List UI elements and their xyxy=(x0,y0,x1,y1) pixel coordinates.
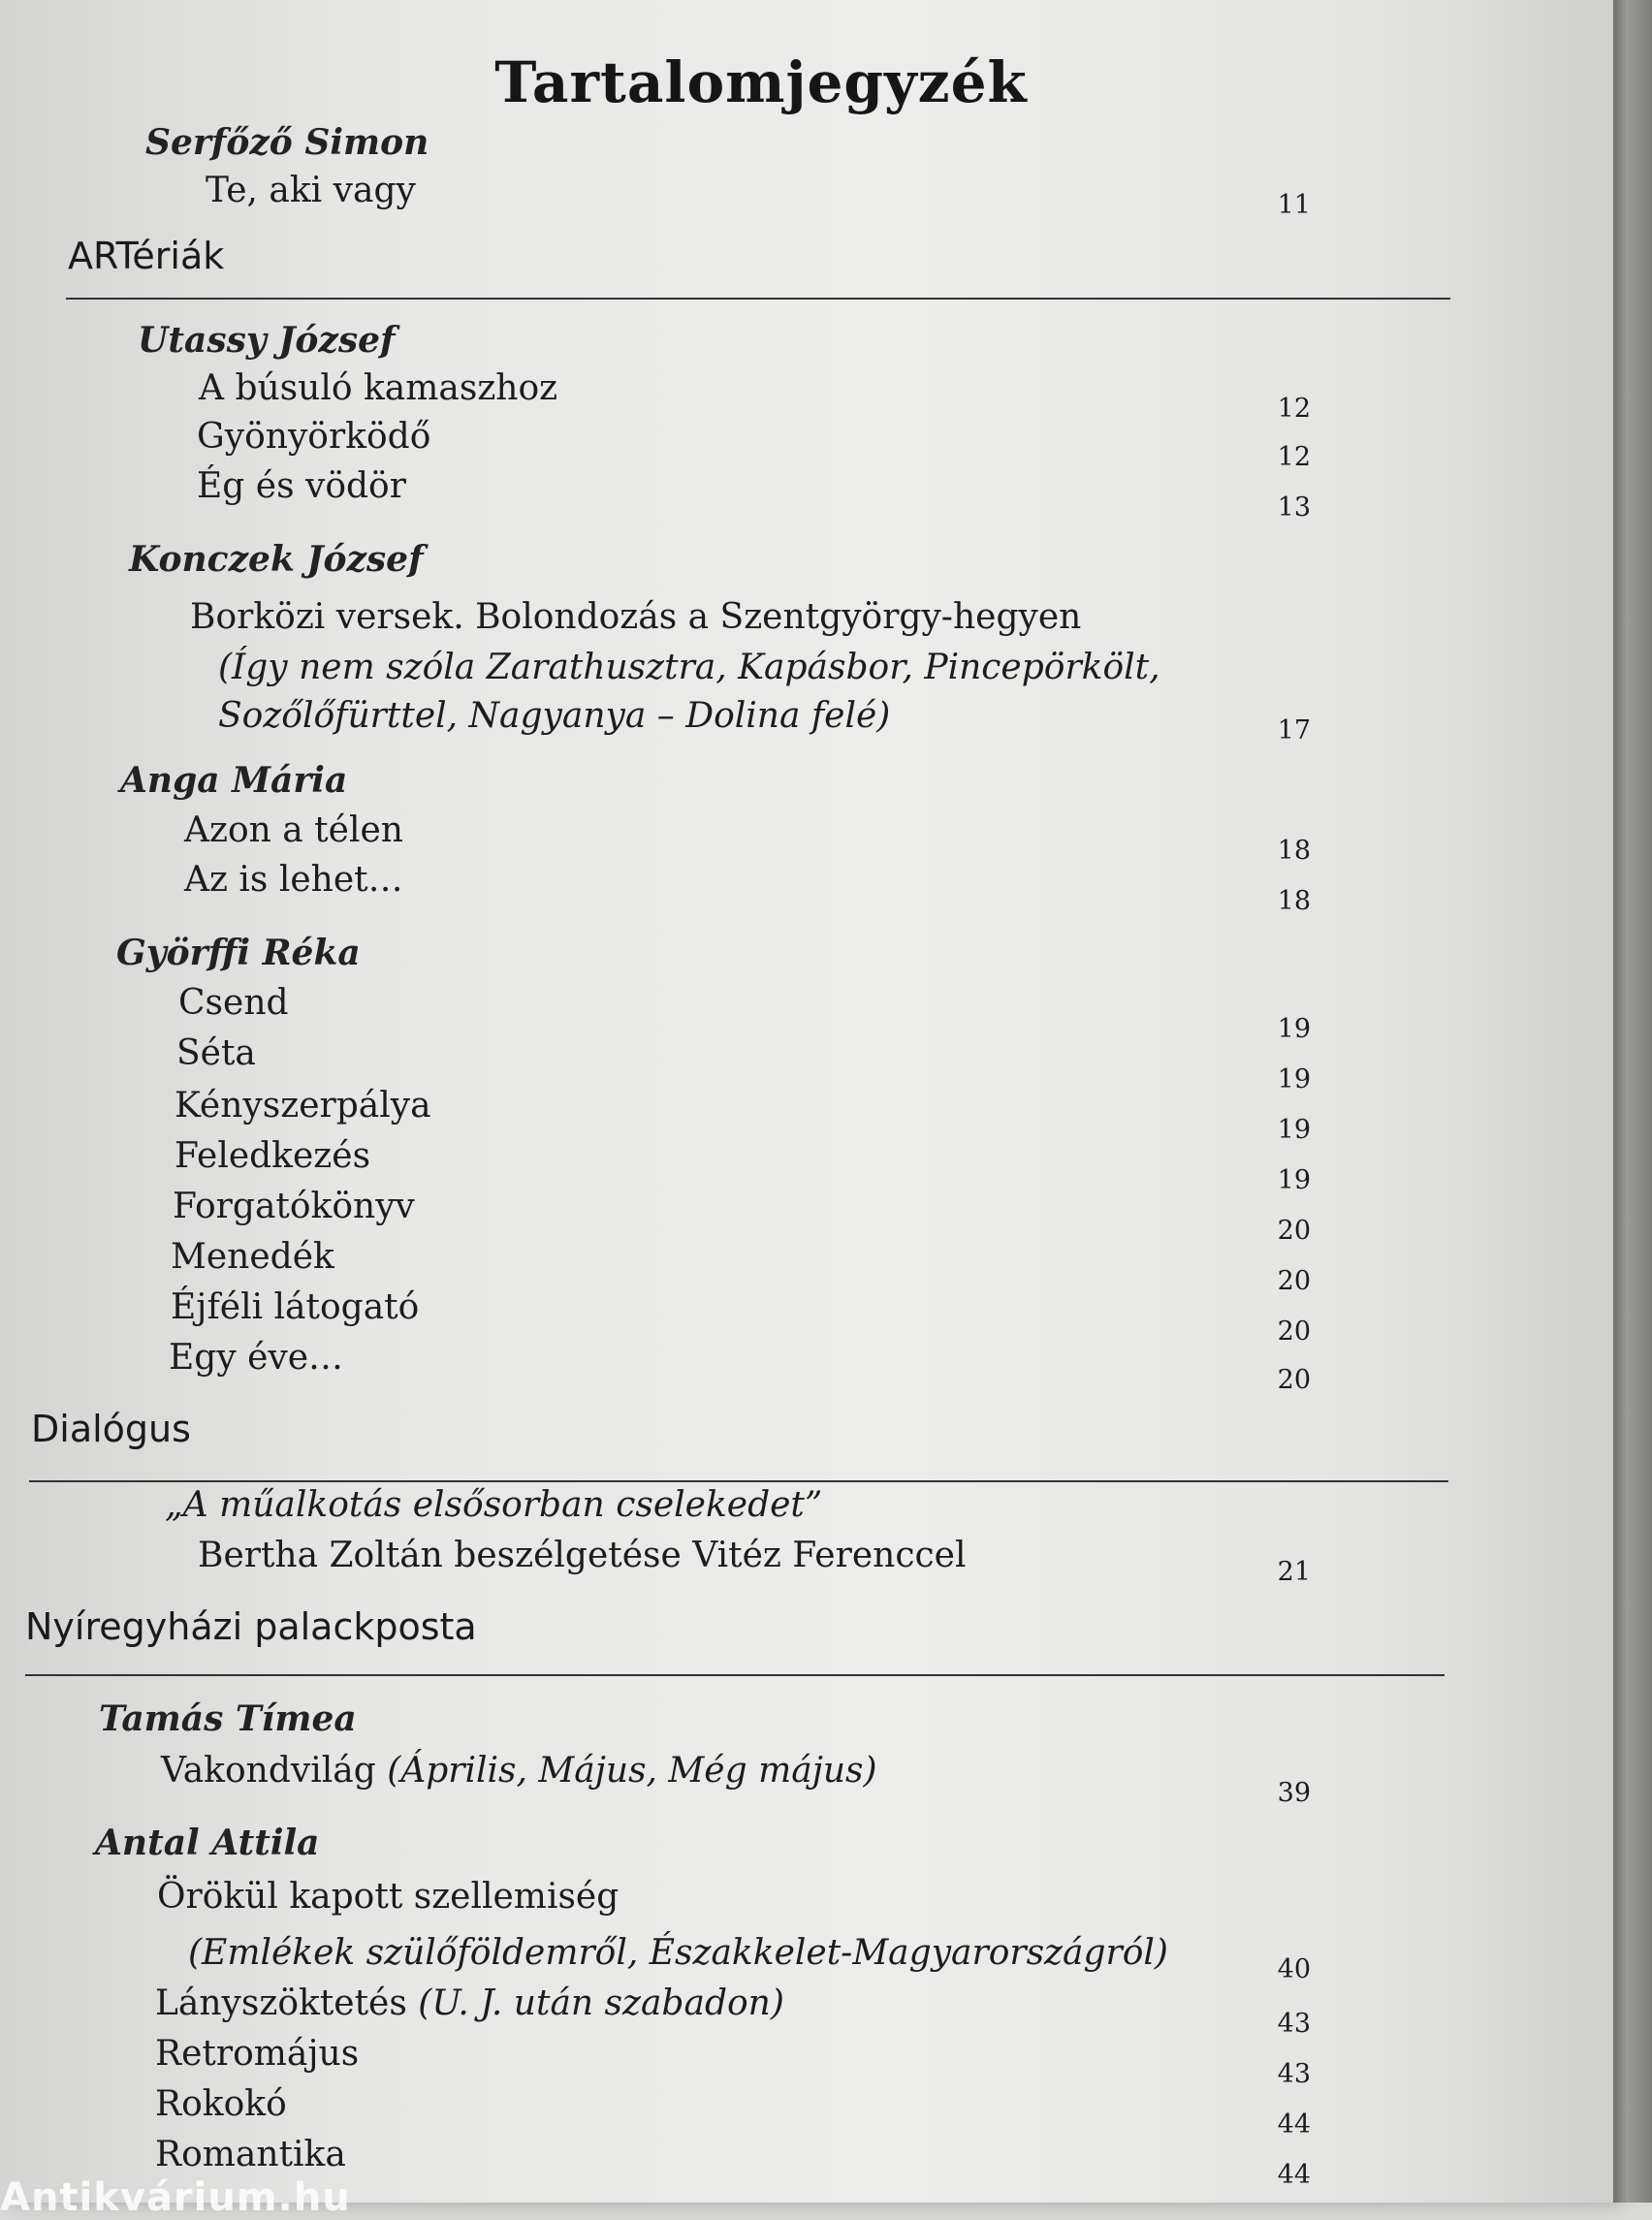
work-title-text: Vakondvilág xyxy=(161,1751,376,1791)
interview-quote: „A műalkotás elsősorban cselekedet” xyxy=(165,1485,823,1525)
page-number: 40 xyxy=(1277,1954,1311,1984)
work-title xyxy=(161,1751,877,1791)
work-title-text: Lányszöktetés xyxy=(155,1983,407,2023)
page-number: 20 xyxy=(1277,1365,1311,1395)
work-subtitle: (Emlékek szülőföldemről, Északkelet-Magyarországról) xyxy=(188,1933,1168,1973)
page-number: 19 xyxy=(1277,1064,1311,1094)
work-subtitle: Sozőlőfürttel, Nagyanya – Dolina felé) xyxy=(218,696,891,736)
page-number: 20 xyxy=(1277,1266,1311,1296)
work-title: Te, aki vagy xyxy=(206,171,416,210)
page-number: 19 xyxy=(1277,1165,1311,1195)
work-title: Egy éve… xyxy=(169,1338,344,1378)
page-number: 39 xyxy=(1277,1778,1311,1808)
page-number: 19 xyxy=(1277,1014,1311,1044)
work-subtitle: (Így nem szóla Zarathusztra, Kapásbor, Pincepörkölt, xyxy=(218,648,1160,687)
page-edge-shadow xyxy=(1613,0,1652,2203)
author-name: Antal Attila xyxy=(95,1823,320,1863)
page-number: 20 xyxy=(1277,1216,1311,1246)
work-title: Gyönyörködő xyxy=(197,417,431,457)
page-number: 12 xyxy=(1277,394,1311,424)
work-subtitle: (U. J. után szabadon) xyxy=(418,1983,784,2023)
work-title xyxy=(155,1983,784,2023)
work-title: Forgatókönyv xyxy=(173,1187,415,1226)
page-number: 20 xyxy=(1277,1316,1311,1347)
author-name: Serfőző Simon xyxy=(145,122,429,163)
work-subtitle: (Április, Május, Még május) xyxy=(387,1751,877,1791)
section-heading-dialogus: Dialógus xyxy=(31,1408,191,1450)
work-title: Menedék xyxy=(171,1237,334,1277)
section-heading-nyiregyhazi-palackposta: Nyíregyházi palackposta xyxy=(25,1605,477,1648)
work-title: Az is lehet… xyxy=(184,860,403,900)
work-title: Azon a télen xyxy=(184,810,403,850)
work-title: Romantika xyxy=(155,2135,346,2174)
page-title: Tartalomjegyzék xyxy=(494,48,1028,115)
section-heading-arteriak: ARTériák xyxy=(68,235,225,277)
page-number: 44 xyxy=(1277,2109,1311,2140)
page-number: 11 xyxy=(1277,190,1311,220)
author-name: Utassy József xyxy=(138,320,396,361)
section-rule xyxy=(25,1674,1445,1676)
page-number: 44 xyxy=(1277,2160,1311,2190)
work-title: Éjféli látogató xyxy=(171,1287,420,1327)
author-name: Konczek József xyxy=(129,539,424,580)
work-title: Rokokó xyxy=(155,2084,287,2124)
page-number: 18 xyxy=(1277,836,1311,866)
work-title: Kényszerpálya xyxy=(175,1086,431,1126)
page-number: 19 xyxy=(1277,1115,1311,1145)
watermark: Antikvárium.hu xyxy=(0,2175,351,2220)
work-title: Ég és vödör xyxy=(197,466,406,506)
work-title: Bertha Zoltán beszélgetése Vitéz Ferenccel xyxy=(198,1536,967,1575)
work-title: Csend xyxy=(178,983,289,1023)
work-title: Borközi versek. Bolondozás a Szentgyörgy-hegyen xyxy=(190,597,1082,637)
page-number: 12 xyxy=(1277,442,1311,472)
work-title: Feledkezés xyxy=(175,1136,371,1176)
page-number: 21 xyxy=(1277,1557,1311,1587)
author-name: Györffi Réka xyxy=(116,933,361,973)
work-title: Séta xyxy=(176,1033,256,1073)
page-number: 43 xyxy=(1277,2009,1311,2039)
section-rule xyxy=(66,298,1450,300)
page-number: 13 xyxy=(1277,492,1311,523)
page-number: 18 xyxy=(1277,886,1311,916)
author-name: Anga Mária xyxy=(120,760,348,801)
page-number: 43 xyxy=(1277,2059,1311,2089)
section-rule xyxy=(29,1480,1448,1482)
page-number: 17 xyxy=(1277,715,1311,745)
work-title: Retromájus xyxy=(155,2034,360,2074)
author-name: Tamás Tímea xyxy=(99,1698,357,1739)
work-title: Örökül kapott szellemiség xyxy=(157,1877,620,1917)
work-title: A búsuló kamaszhoz xyxy=(199,368,558,408)
